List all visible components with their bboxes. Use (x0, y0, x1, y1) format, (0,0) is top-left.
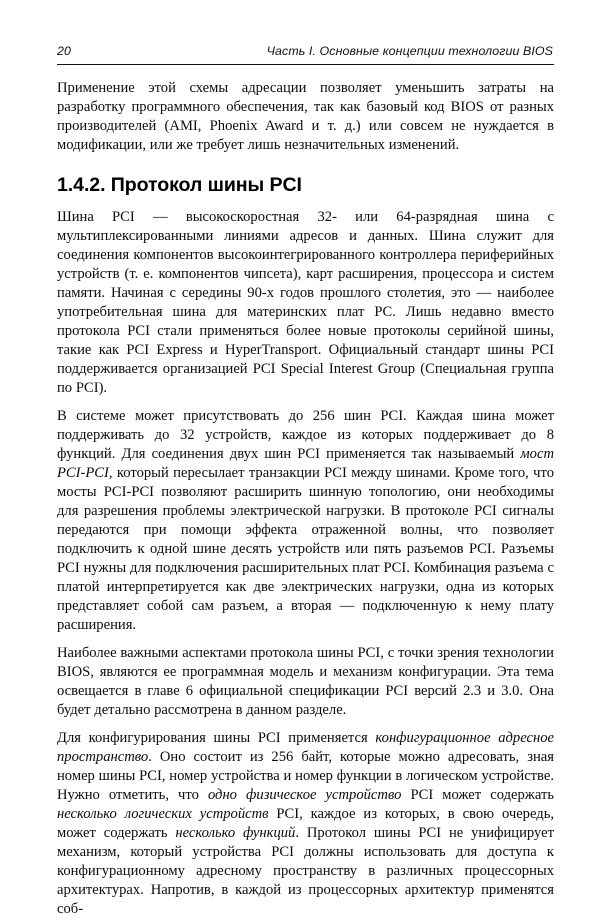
running-head (57, 44, 553, 58)
page-number: 20 (57, 44, 71, 58)
paragraph-3 (57, 407, 554, 635)
paragraph-3-text-b: , который пересылает транзакции PCI между шинами. Кроме того, что мосты PCI-PCI позволяют расширить шинную топологию, они необходимы для разрешения проблемы электрической нагрузки. В протоколе PCI сигналы передаются при помощи эффекта отраженной волны, что позволяет подключить к одной шине десять устройств или пять разъемов PCI. Разъемы PCI нужны для подключения расширительных плат PCI. Комбинация разъема с платой интерпретируется как две электрических нагрузки, одна из которых представляет собой сам разъем, а вторая — подключенную к нему плату расширения. (57, 465, 554, 633)
section-heading: 1.4.2. Протокол шины PCI (57, 174, 302, 196)
running-head-title: Часть I. Основные концепции технологии BIOS (266, 44, 553, 58)
emphasis-several-functions: несколько функций (175, 825, 296, 841)
paragraph-5-text-e: . Протокол шины PCI не унифицирует механизм, который устройства PCI должны использовать для доступа к конфигурационному адресному пространству в различных процессорных архитектурах. Напротив, в каждой из процессорных архитектур применятся соб- (57, 825, 554, 917)
emphasis-pci-pci-bridge: мост PCI-PCI (57, 446, 554, 481)
paragraph-5 (57, 729, 554, 919)
paragraph-5-text-a: Для конфигурирования шины PCI применяется (57, 730, 376, 746)
paragraph-4: Наиболее важными аспектами протокола шины PCI, с точки зрения технологии BIOS, являются ее программная модель и механизм конфигурации. Эта тема освещается в главе 6 официальной спецификации PCI версий 2.3 и 3.0. Она будет детально рассмотрена в данном разделе. (57, 645, 554, 718)
emphasis-one-physical-device: одно физическое устройство (207, 787, 402, 803)
paragraph-1: Применение этой схемы адресации позволяет уменьшить затраты на разработку программного обеспечения, так как базовый код BIOS от разных производителей (AMI, Phoenix Award и т. д.) или совсем не нуждается в модификации, или же требует лишь незначительных изменений. (57, 80, 554, 153)
emphasis-several-logical-devices: несколько логических устройств (57, 806, 269, 822)
paragraph-5-text-b: . Оно состоит из 256 байт, которые можно адресовать, зная номер шины PCI, номер устройства и номер функции в логическом устройстве. Нужно отметить, что (57, 749, 554, 803)
paragraph-2: Шина PCI — высокоскоростная 32- или 64-разрядная шина с мультиплексированными линиями адресов и данных. Шина служит для соединения компонентов высокоинтегрированного контроллера периферийных устройств (т. е. компонентов чипсета), карт расширения, процессора и систем памяти. Начиная с середины 90-х годов прошлого столетия, это — наиболее употребительная шина для материнских плат PC. Лишь недавно вместо протокола PCI стали применяться более новые протоколы серийной шины, такие как PCI Express и HyperTransport. Официальный стандарт шины PCI поддерживается организацией PCI Special Interest Group (Специальная группа по PCI). (57, 209, 554, 396)
page-body (57, 79, 554, 919)
header-rule (57, 64, 554, 65)
emphasis-config-address-space: конфигурационное адресное пространство (57, 730, 555, 765)
paragraph-5-text-d: PCI, каждое из которых, в свою очередь, может содержать (57, 806, 554, 841)
paragraph-5-text-c: PCI может содержать (401, 787, 555, 803)
paragraph-3-text-a: В системе может присутствовать до 256 шин PCI. Каждая шина может поддерживать до 32 устройств, каждое из которых поддерживает до 8 функций. Для соединения двух шин PCI применяется так называемый (57, 408, 554, 462)
